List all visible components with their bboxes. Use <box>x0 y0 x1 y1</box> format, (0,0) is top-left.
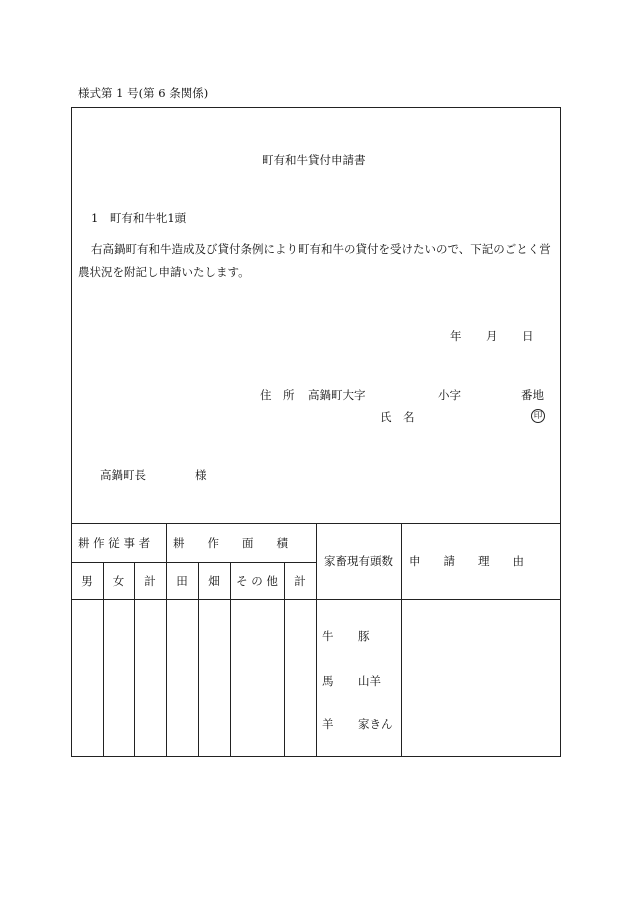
livestock-poultry: 家きん <box>358 717 393 731</box>
form-title: 町有和牛貸付申請書 <box>262 153 366 167</box>
address-town: 高鍋町大字 <box>308 388 366 402</box>
col-divider-workers <box>166 523 167 757</box>
livestock-sheep: 羊 <box>322 717 334 731</box>
workers-header: 耕 作 従 事 者 <box>78 536 151 550</box>
form-number: 様式第 1 号(第 6 条関係) <box>78 86 209 100</box>
address-koaza: 小字 <box>438 388 461 402</box>
upland-field-header: 畑 <box>208 573 220 588</box>
other-field-header: そ の 他 <box>236 573 278 588</box>
rice-field-header: 田 <box>176 573 188 588</box>
male-header: 男 <box>81 573 93 588</box>
livestock-header: 家畜現有頭数 <box>324 554 393 568</box>
livestock-cattle: 牛 <box>322 629 334 643</box>
address-label: 住 所 <box>260 388 295 402</box>
area-total-header: 計 <box>294 573 306 588</box>
date-month: 月 <box>486 329 498 343</box>
body-text-line-2: 農状況を附記し申請いたします。 <box>78 265 250 279</box>
livestock-horses: 馬 <box>322 674 334 688</box>
workers-total-header: 計 <box>144 573 156 588</box>
name-label: 氏 名 <box>380 410 415 424</box>
female-header: 女 <box>112 573 125 588</box>
addressee-honorific: 様 <box>195 468 207 482</box>
col-divider-livestock <box>401 523 402 757</box>
date-day: 日 <box>522 329 534 343</box>
body-text-line-1: 右高鍋町有和牛造成及び貸付条例により町有和牛の貸付を受けたいので、下記のごとく営 <box>91 242 551 256</box>
livestock-pigs: 豚 <box>358 629 370 643</box>
reason-header: 申 請 理 由 <box>409 554 524 568</box>
addressee-title: 高鍋町長 <box>100 468 146 482</box>
seal-mark-icon: 印 <box>531 409 545 423</box>
livestock-goats: 山羊 <box>358 674 381 688</box>
area-header: 耕 作 面 積 <box>173 536 288 550</box>
date-year: 年 <box>450 329 462 343</box>
address-banchi: 番地 <box>521 388 544 402</box>
item-1: 1 町有和牛牝1頭 <box>91 211 187 225</box>
